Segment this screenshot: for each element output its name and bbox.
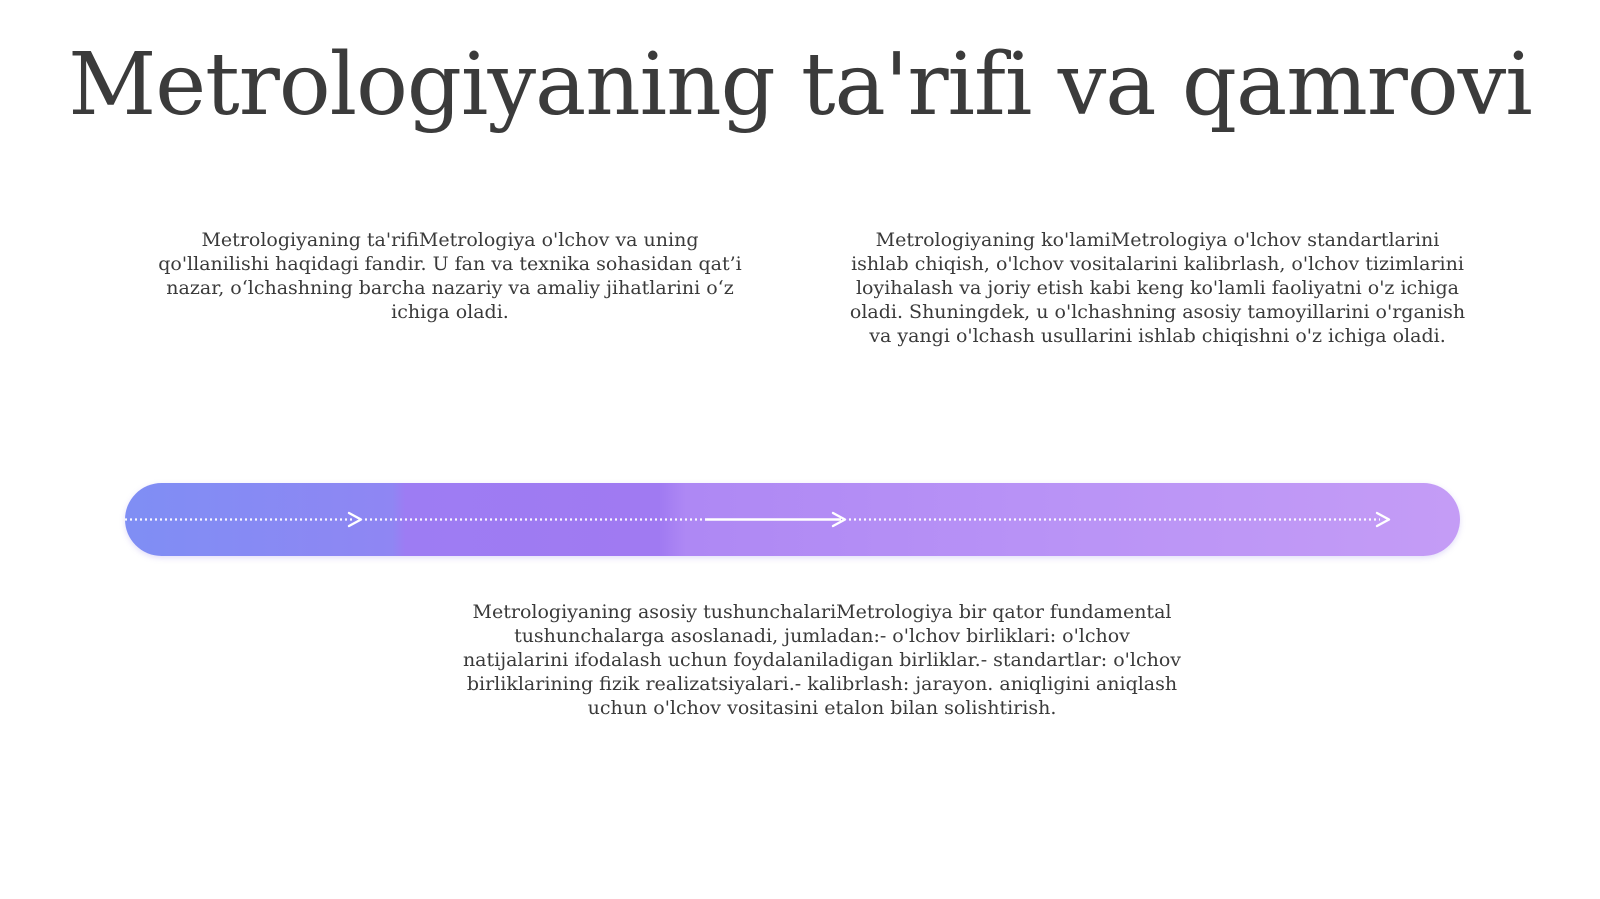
arrow-right-icon — [1377, 513, 1389, 526]
key-concepts-text-block: Metrologiyaning asosiy tushunchalariMetrologiya bir qator fundamental tushunchalarga asoslanadi, jumladan:- o'lchov birliklari: o'lchov natijalarini ifodalash uchun foydalaniladigan birliklar.- standartlar: o'lchov birliklarining fizik realizatsiyalari.- kalibrlash: jarayon. aniqligini aniqlash uchun o'lchov vositasini etalon bilan solishtirish. — [462, 601, 1182, 719]
timeline-arrows — [125, 483, 1460, 556]
scope-text-block: Metrologiyaning ko'lamiMetrologiya o'lchov standartlarini ishlab chiqish, o'lchov vositalarini kalibrlash, o'lchov tizimlarini loyihalash va joriy etish kabi keng ko'lamli faoliyatni o'z ichiga oladi. Shuningdek, u o'lchashning asosiy tamoyillarini o'rganish va yangi o'lchash usullarini ishlab chiqishni o'z ichiga oladi. — [849, 229, 1466, 347]
slide-title: Metrologiyaning ta'rifi va qamrovi — [68, 35, 1532, 135]
timeline-bar — [125, 483, 1460, 556]
definition-text-block: Metrologiyaning ta'rifiMetrologiya o'lchov va uning qo'llanilishi haqidagi fandir. U fan va texnika sohasidan qat’i nazar, o‘lchashning barcha nazariy va amaliy jihatlarini o‘z ichiga oladi. — [158, 229, 742, 323]
